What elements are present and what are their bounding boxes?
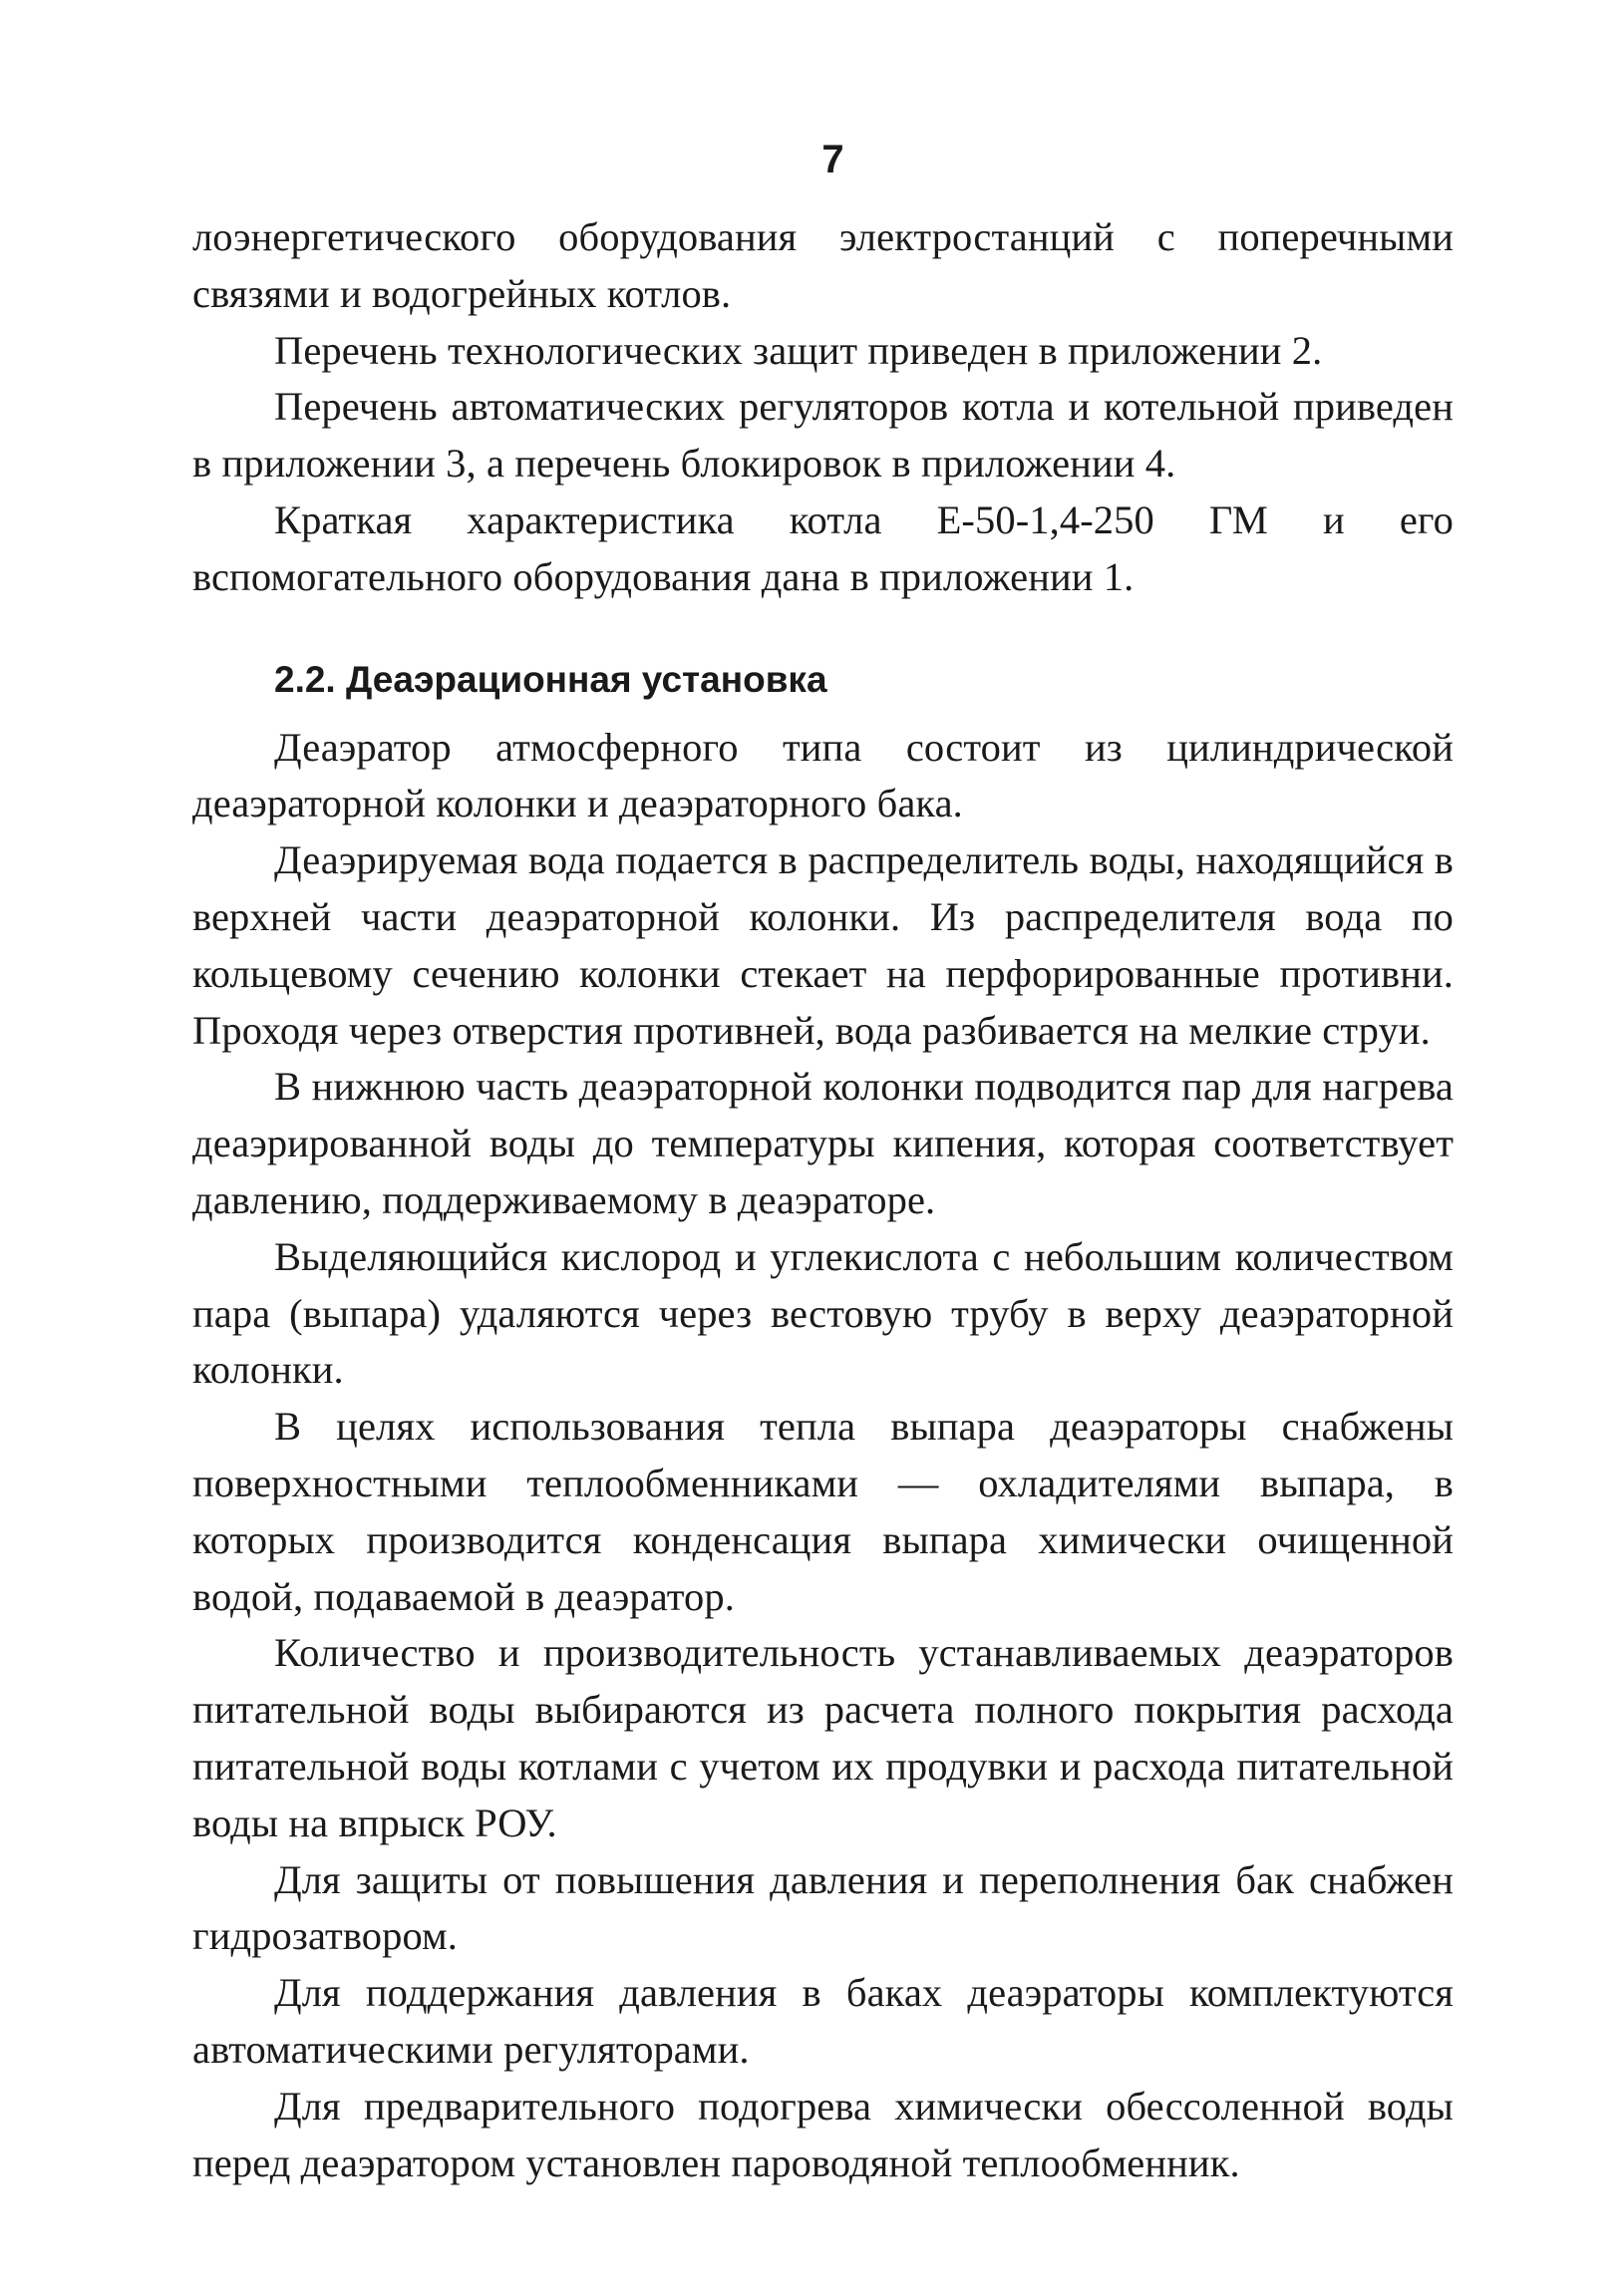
paragraph-water-distribution: Деаэрируемая вода подается в распределитель воды, находящийся в верхней части деаэраторной колонки. Из распределителя вода по кольцевому сечению колонки стекает на перфорированные противни. Проходя через отверстия противней, вода разбивается на мелкие струи. — [192, 837, 1454, 1053]
paragraph-oxygen-removal: Выделяющийся кислород и углекислота с небольшим количеством пара (выпара) удаляются через вестовую трубу в верху деаэраторной колонки. — [192, 1233, 1454, 1393]
paragraph-regulators: Перечень автоматических регуляторов котла и котельной приведен в приложении 3, а перечень блокировок в приложении 4. — [192, 384, 1454, 487]
paragraph-protections: Перечень технологических защит приведен в приложении 2. — [274, 327, 1323, 373]
paragraph-preheater: Для предварительного подогрева химически обессоленной воды перед деаэратором установлен пароводяной теплообменник. — [192, 2083, 1454, 2185]
section-heading: 2.2. Деаэрационная установка — [274, 658, 827, 700]
paragraph-boiler-characteristics: Краткая характеристика котла Е-50-1,4-250 ГМ и его вспомогательного оборудования дана в приложении 1. — [192, 496, 1454, 599]
document-page — [192, 140, 1454, 2191]
paragraph-hydraulic-seal: Для защиты от повышения давления и переполнения бак снабжен гидрозатвором. — [192, 1856, 1454, 1959]
paragraph-automatic-regulators: Для поддержания давления в баках деаэраторы комплектуются автоматическими регуляторами. — [192, 1970, 1454, 2072]
paragraph-deaerator-capacity: Количество и производительность устанавливаемых деаэраторов питательной воды выбираются из расчета полного покрытия расхода питательной воды котлами с учетом их продувки и расхода питательной воды на впрыск РОУ. — [192, 1630, 1454, 1845]
paragraph-continuation: лоэнергетического оборудования электростанций с поперечными связями и водогрейных котлов. — [192, 214, 1454, 316]
paragraph-deaerator-type: Деаэратор атмосферного типа состоит из цилиндрической деаэраторной колонки и деаэраторного бака. — [192, 724, 1454, 826]
paragraph-steam-supply: В нижнюю часть деаэраторной колонки подводится пар для нагрева деаэрированной воды до температуры кипения, которая соответствует давлению, поддерживаемому в деаэраторе. — [192, 1064, 1454, 1222]
page-number: 7 — [821, 138, 844, 181]
paragraph-vapor-coolers: В целях использования тепла выпара деаэраторы снабжены поверхностными теплообменниками — охладителями выпара, в которых производится конденсация выпара химически очищенной водой, подаваемой в деаэратор. — [192, 1404, 1454, 1619]
